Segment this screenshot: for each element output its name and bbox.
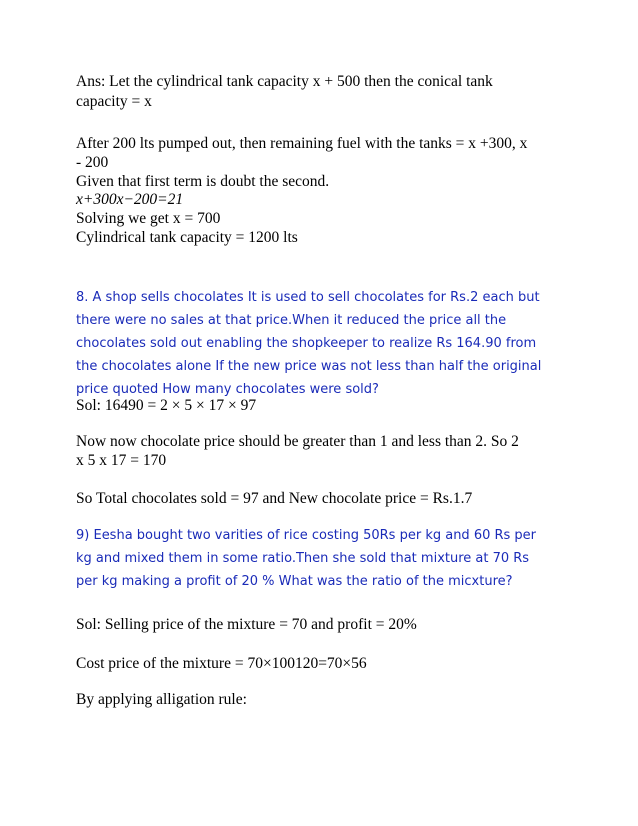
question-9-line-3: per kg making a profit of 20 % What was the ratio of the micxture?: [76, 574, 513, 589]
equation-line: x+300x−200=21: [76, 191, 184, 208]
question-8-line-2: there were no sales at that price.When it reduced the price all the: [76, 313, 507, 328]
question-8-line-4: the chocolates alone If the new price was not less than half the original: [76, 359, 542, 374]
solution-8-line-1: Sol: 16490 = 2 × 5 × 17 × 97: [76, 397, 257, 414]
answer-line-1: Ans: Let the cylindrical tank capacity x + 500 then the conical tank: [76, 73, 493, 90]
solution-9-line-3: By applying alligation rule:: [76, 691, 247, 708]
question-8-line-3: chocolates sold out enabling the shopkeeper to realize Rs 164.90 from: [76, 336, 537, 351]
solution-9-line-2: Cost price of the mixture = 70×100120=70×56: [76, 655, 367, 672]
answer-line-5: Given that first term is doubt the second.: [76, 173, 330, 190]
solution-9-line-1: Sol: Selling price of the mixture = 70 and profit = 20%: [76, 616, 417, 633]
answer-line-3: After 200 lts pumped out, then remaining fuel with the tanks = x +300, x: [76, 135, 528, 152]
solution-8-line-2: Now now chocolate price should be greater than 1 and less than 2. So 2: [76, 433, 519, 450]
solution-8-line-4: So Total chocolates sold = 97 and New chocolate price = Rs.1.7: [76, 490, 473, 507]
question-9-line-2: kg and mixed them in some ratio.Then she sold that mixture at 70 Rs: [76, 551, 530, 566]
answer-line-2: capacity = x: [76, 93, 152, 110]
question-8-line-1: 8. A shop sells chocolates It is used to sell chocolates for Rs.2 each but: [76, 290, 540, 305]
question-9-line-1: 9) Eesha bought two varities of rice costing 50Rs per kg and 60 Rs per: [76, 528, 537, 543]
answer-line-8: Cylindrical tank capacity = 1200 lts: [76, 229, 298, 246]
answer-line-4: - 200: [76, 154, 109, 171]
answer-line-7: Solving we get x = 700: [76, 210, 221, 227]
solution-8-line-3: x 5 x 17 = 170: [76, 452, 167, 469]
question-8-line-5: price quoted How many chocolates were sold?: [76, 382, 379, 397]
